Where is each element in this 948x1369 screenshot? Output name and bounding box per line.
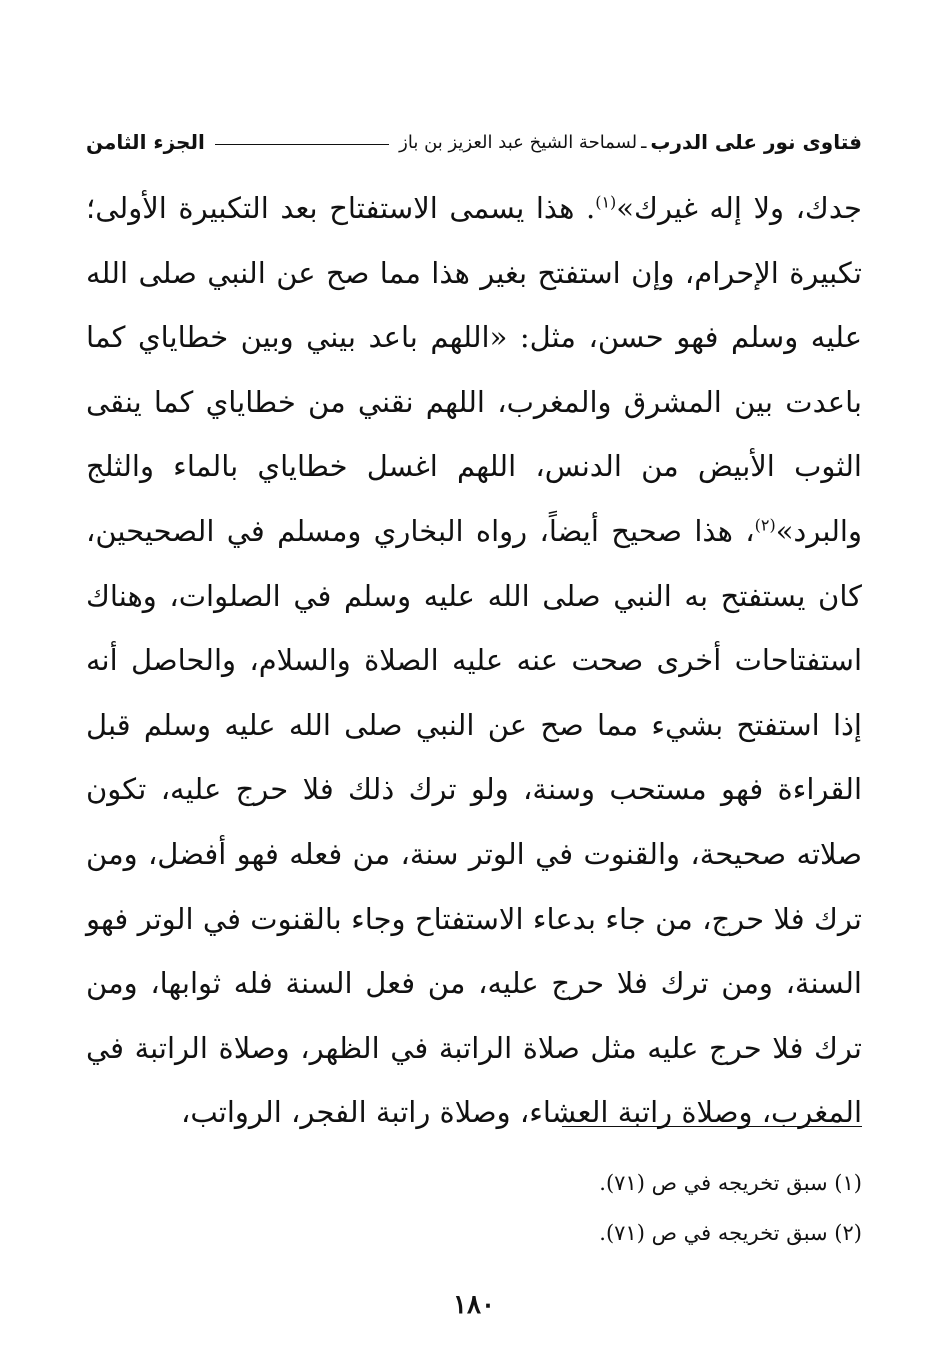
body-segment: جدك، ولا إله غيرك» [616, 191, 862, 225]
footnote: (٢) سبق تخريجه في ص (٧١). [599, 1221, 862, 1245]
volume-label: الجزء الثامن [86, 130, 205, 154]
footnote-divider [562, 1126, 862, 1127]
header-rule [215, 144, 389, 145]
book-title: فتاوى نور على الدرب [650, 130, 862, 154]
page-number: ١٨٠ [453, 1290, 495, 1320]
footnote-ref: (٢) [754, 515, 776, 535]
running-header [86, 124, 862, 160]
author-line: لسماحة الشيخ عبد العزيز بن باز [399, 131, 638, 153]
body-segment: ، هذا صحيح أيضاً، رواه البخاري ومسلم في الصحيحين، كان يستفتح به النبي صلى الله عليه وسلم في الصلوات، وهناك استفتاحات أخرى صحت عنه عليه الصلاة والسلام، والحاصل أنه إذا استفتح بشيء مما صح عن النبي صلى الله عليه وسلم قبل القراءة فهو مستحب وسنة، ولو ترك ذلك فلا حرج عليه، تكون صلاته صحيحة، والقنوت في الوتر سنة، من فعله فهو أفضل، ومن ترك فلا حرج، من جاء بدعاء الاستفتاح وجاء بالقنوت في الوتر فهو السنة، ومن ترك فلا حرج عليه، من فعل السنة فله ثوابها، ومن ترك فلا حرج عليه مثل صلاة الراتبة في الظهر، وصلاة الراتبة في المغرب، وصلاة راتبة العشاء، وصلاة راتبة الفجر، الرواتب، [86, 513, 862, 1130]
footnote: (١) سبق تخريجه في ص (٧١). [599, 1171, 862, 1195]
body-segment: . هذا يسمى الاستفتاح بعد التكبيرة الأولى؛ تكبيرة الإحرام، وإن استفتح بغير هذا مما صح عن النبي صلى الله عليه وسلم فهو حسن، مثل: «اللهم باعد بيني وبين خطاياي كما باعدت بين المشرق والمغرب، اللهم نقني من خطاياي كما ينقى الثوب الأبيض من الدنس، اللهم اغسل خطاياي بالماء والثلج والبرد» [86, 191, 862, 548]
body-text [86, 176, 862, 1145]
footnote-ref: (١) [595, 192, 617, 212]
header-separator: ـ [641, 131, 647, 153]
footnotes [86, 1158, 862, 1258]
